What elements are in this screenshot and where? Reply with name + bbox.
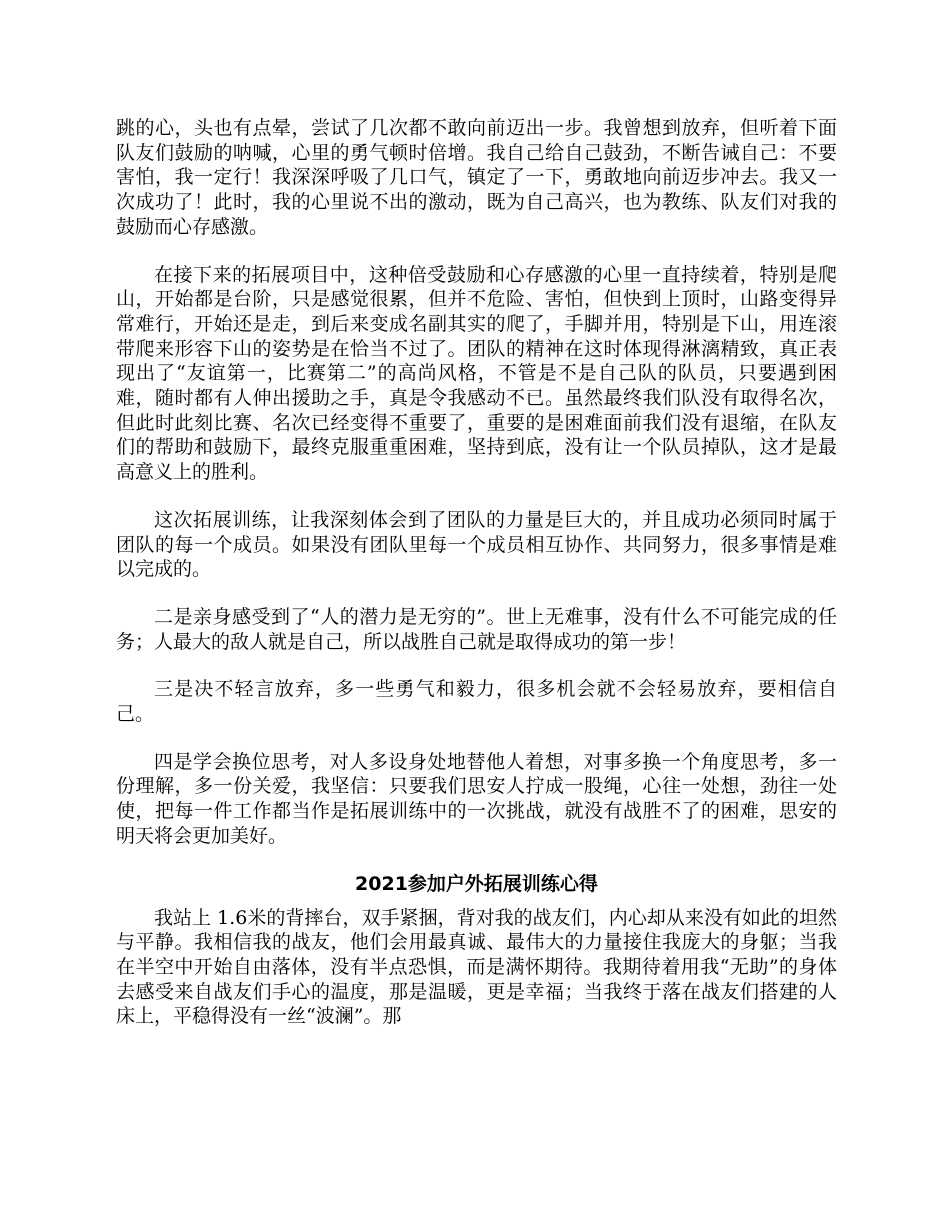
paragraph-team-power: 这次拓展训练，让我深刻体会到了团队的力量是巨大的，并且成功必须同时属于团队的每一个成员。如果没有团队里每一个成员相互协作、共同努力，很多事情是难以完成的。 (116, 508, 837, 581)
paragraph-team-spirit: 在接下来的拓展项目中，这种倍受鼓励和心存感激的心里一直持续着，特别是爬山，开始都是台阶，只是感觉很累，但并不危险、害怕，但快到上顶时，山路变得异常难行，开始还是走，到后来变成名副其实的爬了，手脚并用，特别是下山，用连滚带爬来形容下山的姿势是在恰当不过了。团队的精神在这时体现得淋漓精致，真正表现出了“友谊第一，比赛第二”的高尚风格，不管是不是自己队的队员，只要遇到困难，随时都有人伸出援助之手，真是令我感动不已。虽然最终我们队没有取得名次，但此时此刻比赛、名次已经变得不重要了，重要的是困难面前我们没有退缩，在队友们的帮助和鼓励下，最终克服重重困难，坚持到底，没有让一个队员掉队，这才是最高意义上的胜利。 (116, 263, 837, 484)
section-title: 2021参加户外拓展训练心得 (355, 872, 598, 895)
paragraph-trust-fall: 我站上 1.6米的背摔台，双手紧捆，背对我的战友们，内心却从来没有如此的坦然与平静。我相信我的战友，他们会用最真诚、最伟大的力量接住我庞大的身躯；当我在半空中开始自由落体，没有半点恐惧，而是满怀期待。我期待着用我“无助”的身体去感受来自战友们手心的温度，那是温暖，更是幸福；当我终于落在战友们搭建的人床上，平稳得没有一丝“波澜”。那 (116, 906, 837, 1028)
paragraph-continuation: 跳的心，头也有点晕，尝试了几次都不敢向前迈出一步。我曾想到放弃，但听着下面队友们鼓励的呐喊，心里的勇气顿时倍增。我自己给自己鼓劲，不断告诫自己：不要害怕，我一定行！我深深呼吸了几口气，镇定了一下，勇敢地向前迈步冲去。我又一次成功了！此时，我的心里说不出的激动，既为自己高兴，也为教练、队友们对我的鼓励而心存感激。 (116, 117, 837, 238)
paragraph-point-two: 二是亲身感受到了“人的潜力是无穷的”。世上无难事，没有什么不可能完成的任务；人最大的敌人就是自己，所以战胜自己就是取得成功的第一步！ (116, 605, 837, 653)
paragraph-point-three: 三是决不轻言放弃，多一些勇气和毅力，很多机会就不会轻易放弃，要相信自己。 (116, 678, 837, 726)
document-page (116, 116, 837, 1029)
paragraph-point-four: 四是学会换位思考，对人多设身处地替他人着想，对事多换一个角度思考，多一份理解，多一份关爱，我坚信：只要我们思安人拧成一股绳，心往一处想，劲往一处使，把每一件工作都当作是拓展训练中的一次挑战，就没有战胜不了的困难，思安的明天将会更加美好。 (116, 750, 837, 847)
